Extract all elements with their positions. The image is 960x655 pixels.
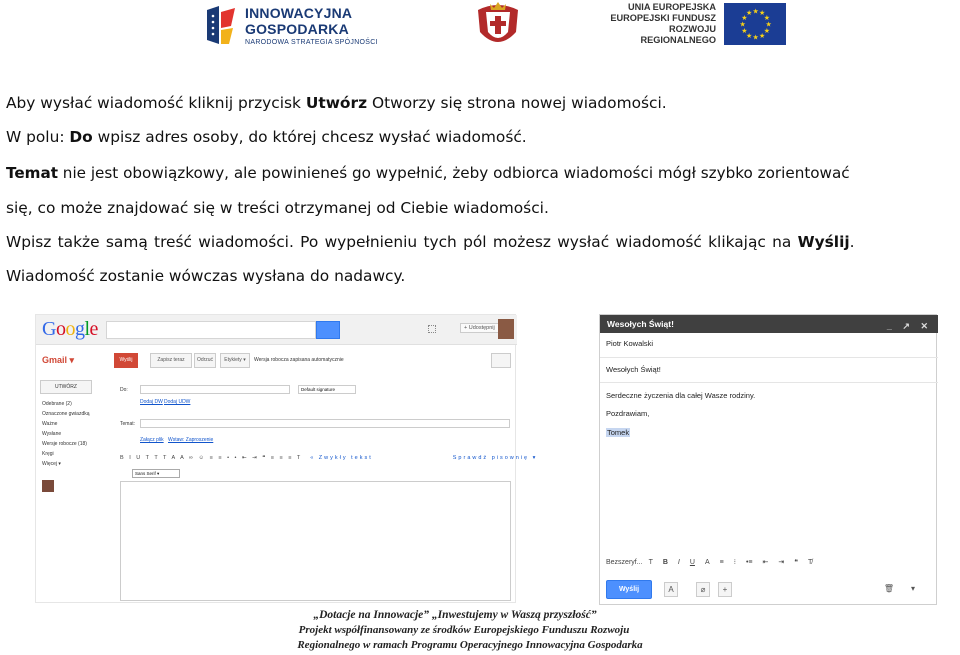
italic-icon[interactable]: I — [677, 558, 680, 566]
eu-flag-icon — [724, 3, 786, 45]
eu-line-3: ROZWOJU REGIONALNEGO — [640, 24, 716, 45]
signature-select[interactable]: Default signature — [298, 385, 356, 394]
p5-text: Wpisz także samą treść wiadomości. Po wypełnieniu tych pól możesz wysłać wiadomość klikając na — [6, 233, 798, 251]
formatting-toolbar[interactable]: B I U T T T A A ∞ ☺ ≡ ≡ • • ⇤ ⇥ ❝ ≡ ≡ ≡ T « Zwykły tekst Sprawdź pisownię ▾ — [120, 455, 538, 461]
numbered-list-icon[interactable]: ⁝ — [733, 559, 736, 566]
divider — [600, 382, 938, 383]
eu-star-icon: ★ — [752, 33, 759, 42]
text-format-icon[interactable]: A — [664, 582, 678, 597]
p3-text: nie jest obowiązkowy, ale powinieneś go wypełnić, żeby odbiorca wiadomości mógł szybko zorientować — [57, 164, 850, 182]
ig-logo-icon — [203, 4, 239, 46]
innowacyjna-gospodarka-logo — [203, 2, 398, 48]
plain-text-link[interactable]: « Zwykły tekst — [310, 455, 373, 461]
eu-star-icon: ★ — [739, 20, 746, 29]
eu-star-icon: ★ — [741, 27, 748, 35]
paragraph-1 — [6, 94, 667, 113]
body-line-1[interactable]: Serdeczne życzenia dla całej Wasze rodziny. — [606, 391, 756, 400]
eu-star-icon: ★ — [741, 14, 748, 22]
footer-line-2: Projekt współfinansowany ze środków Europejskiego Funduszu Rozwoju — [298, 624, 630, 636]
save-button[interactable]: Zapisz teraz — [150, 353, 192, 368]
plus-icon[interactable]: + — [718, 582, 732, 597]
footer-line-3: Regionalnego w ramach Programu Operacyjnego Innowacyjna Gospodarka — [297, 639, 643, 651]
eu-star-icon: ★ — [752, 7, 759, 16]
to-field[interactable] — [140, 385, 290, 394]
indent-less-icon[interactable]: ⇤ — [762, 559, 769, 566]
trash-icon[interactable]: 🗑 — [883, 584, 895, 593]
message-body[interactable] — [120, 481, 511, 601]
share-button[interactable]: + Udostępnij — [460, 323, 499, 333]
autosave-status: Wersja robocza zapisana automatycznie — [254, 357, 344, 363]
google-logo: Google — [42, 318, 98, 340]
spellcheck-link[interactable]: Sprawdź pisownię ▾ — [452, 455, 538, 461]
quote-icon[interactable]: ❝ — [794, 559, 799, 566]
add-cc-link[interactable]: Dodaj DW — [140, 399, 163, 405]
eu-star-icon: ★ — [746, 9, 753, 18]
ig-logo-subtitle: NARODOWA STRATEGIA SPÓJNOŚCI — [245, 38, 378, 46]
bold-icon[interactable]: B — [662, 558, 668, 566]
paragraph-2 — [6, 128, 527, 147]
subject-field[interactable] — [140, 419, 510, 428]
sidebar-item-important[interactable]: Ważne — [42, 421, 58, 427]
p1-text-end: Otworzy się strona nowej wiadomości. — [367, 94, 667, 112]
sidebar-item-drafts[interactable]: Wersje robocze (18) — [42, 441, 87, 447]
window-controls-icon[interactable]: _ ↗ ✕ — [886, 321, 932, 331]
font-select[interactable]: Sans Serif ▾ — [132, 469, 180, 478]
to-field[interactable]: Piotr Kowalski — [606, 339, 654, 348]
new-compose-window — [599, 314, 937, 605]
compose-button[interactable]: UTWÓRZ — [40, 380, 92, 394]
footer-line-1: „Dotacje na Innowacje” „Inwestujemy w Waszą przyszłość” — [313, 609, 597, 621]
send-button[interactable]: Wyślij — [606, 580, 652, 599]
discard-button[interactable]: Odrzuć — [194, 353, 216, 368]
body-line-2[interactable]: Pozdrawiam, — [606, 409, 650, 418]
sidebar-item-inbox[interactable]: Odebrane (2) — [42, 401, 72, 407]
paragraph-6: Wiadomość zostanie wówczas wysłana do nadawcy. — [6, 267, 406, 285]
eu-star-icon: ★ — [763, 14, 771, 22]
attach-icon[interactable]: ⌀ — [696, 582, 710, 597]
p5-text-end: . — [849, 233, 855, 251]
p2-text-end: wpisz adres osoby, do której chcesz wysłać wiadomość. — [92, 128, 527, 146]
invite-link[interactable]: Wstaw: Zaproszenie — [168, 437, 214, 443]
gmail-topbar — [36, 315, 517, 345]
p1-text: Aby wysłać wiadomość kliknij przycisk — [6, 94, 306, 112]
send-button[interactable]: Wyślij — [114, 353, 138, 368]
logo-band — [0, 0, 960, 55]
compose-title — [600, 315, 938, 333]
search-icon[interactable] — [316, 321, 340, 339]
sidebar-item-sent[interactable]: Wysłane — [42, 431, 62, 437]
underline-icon[interactable]: U — [689, 558, 695, 566]
more-options-icon[interactable]: ▾ — [910, 584, 915, 593]
eu-line-2: EUROPEJSKI FUNDUSZ — [610, 13, 716, 23]
font-select[interactable]: Bezszeryf... — [606, 558, 643, 566]
bullet-list-icon[interactable]: •≡ — [745, 558, 753, 566]
to-label: Do: — [120, 387, 128, 393]
paragraph-5 — [6, 233, 855, 252]
add-bcc-link[interactable]: Dodaj UDW — [164, 399, 191, 405]
indent-more-icon[interactable]: ⇥ — [778, 559, 785, 566]
coat-of-arms-icon — [472, 2, 524, 52]
p2-text: W polu: — [6, 128, 70, 146]
text-color-icon[interactable]: A — [704, 558, 710, 566]
eu-star-icon: ★ — [765, 20, 772, 29]
sidebar-item-more[interactable]: Więcej ▾ — [42, 461, 61, 467]
clear-format-icon[interactable]: T̸ — [808, 558, 813, 566]
compose-title-text: Wesołych Świąt! — [607, 319, 674, 329]
gmail-compose-screenshot — [35, 314, 538, 603]
gear-icon[interactable] — [491, 353, 511, 368]
footer — [0, 608, 960, 655]
sidebar-item-circles[interactable]: Kręgi — [42, 451, 54, 457]
eu-star-icon: ★ — [759, 9, 766, 18]
p3-bold: Temat — [6, 164, 58, 182]
divider — [600, 357, 938, 358]
eu-star-icon: ★ — [763, 27, 771, 35]
eu-fund-logo — [606, 2, 786, 46]
apps-grid-icon[interactable] — [428, 325, 436, 333]
subject-field[interactable]: Wesołych Świąt! — [606, 365, 661, 374]
align-icon[interactable]: ≡ — [719, 558, 724, 566]
p1-bold: Utwórz — [305, 94, 368, 112]
eu-star-icon: ★ — [759, 31, 766, 40]
eu-star-icon: ★ — [746, 31, 753, 40]
paragraph-4: się, co może znajdować się w treści otrzymanej od Ciebie wiadomości. — [6, 199, 549, 217]
ig-logo-title: INNOWACYJNA GOSPODARKA — [245, 4, 352, 37]
chat-avatar[interactable] — [42, 480, 54, 492]
sidebar-item-starred[interactable]: Oznaczone gwiazdką — [42, 411, 90, 417]
eu-line-1: UNIA EUROPEJSKA — [628, 2, 716, 12]
p5-bold: Wyślij — [797, 233, 850, 251]
paragraph-3 — [6, 164, 850, 183]
p2-bold: Do — [69, 128, 93, 146]
attach-link[interactable]: Załącz plik — [140, 437, 164, 443]
subject-label: Temat: — [120, 421, 136, 427]
labels-button[interactable]: Etykiety ▾ — [220, 353, 250, 368]
font-size-icon[interactable]: T — [648, 558, 653, 566]
gmail-label[interactable]: Gmail ▾ — [42, 355, 75, 365]
formatting-toolbar[interactable] — [606, 554, 932, 570]
gmail-search-input[interactable] — [106, 321, 316, 339]
avatar[interactable] — [498, 319, 514, 339]
signature-text[interactable]: Tomek — [607, 428, 630, 437]
